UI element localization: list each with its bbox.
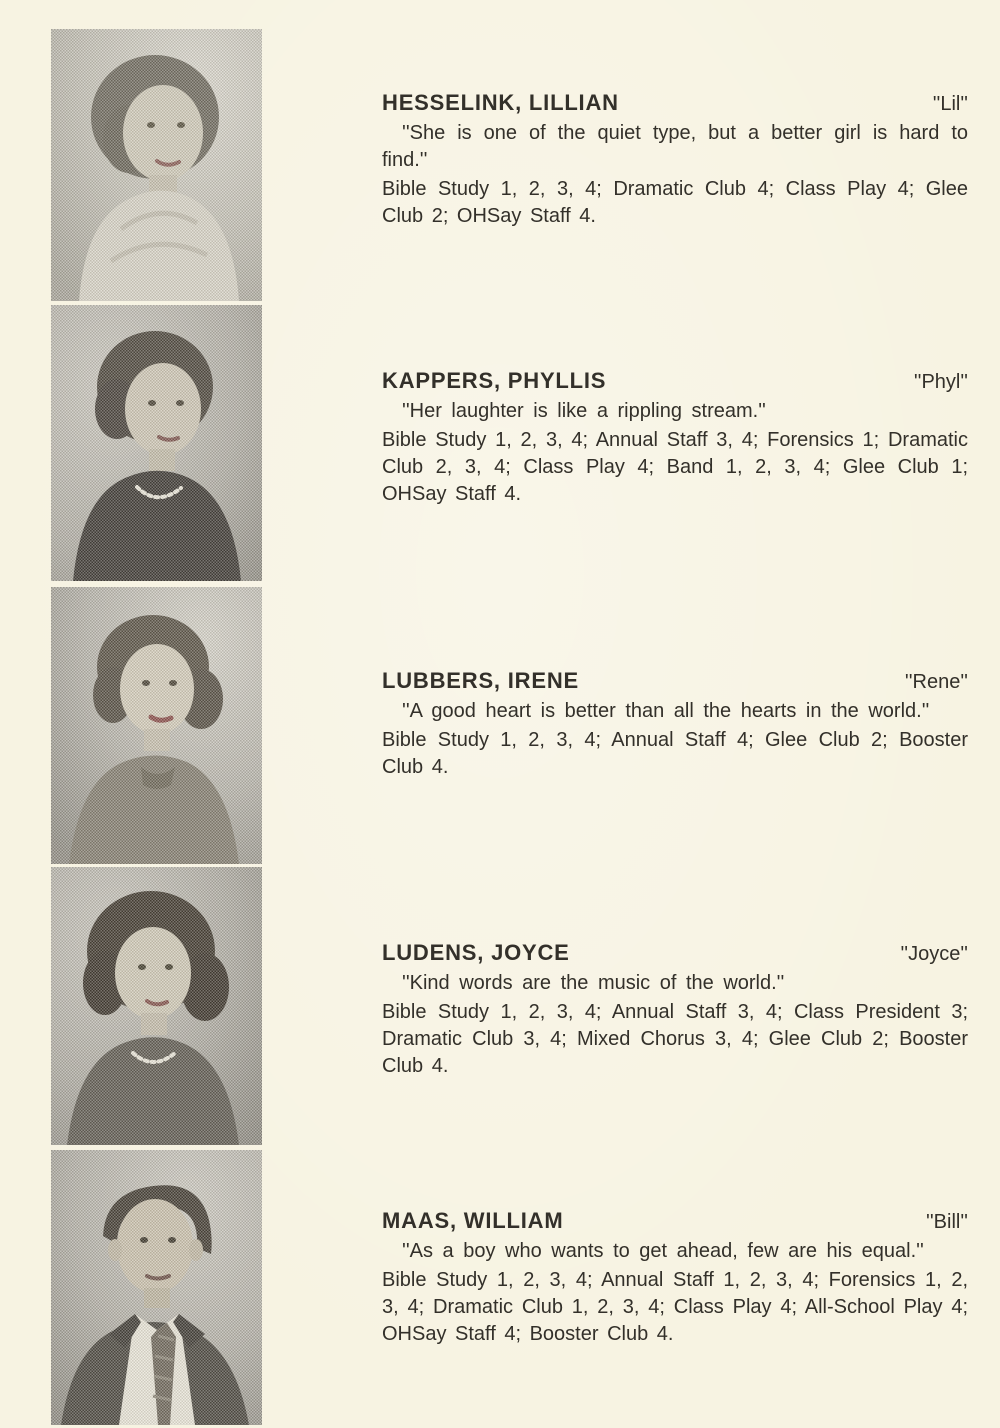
student-nickname: ''Lil'' xyxy=(932,93,968,115)
portrait-illustration xyxy=(51,29,262,301)
portrait-illustration xyxy=(51,305,262,581)
student-activities: Bible Study 1, 2, 3, 4; Annual Staff 3, 4; Class President 3; Dramatic Club 3, 4; Mixed Chorus 3, 4; Glee Club 2; Booster Club 4. xyxy=(382,1001,968,1077)
student-name: HESSELINK, LILLIAN xyxy=(382,90,619,115)
portrait-illustration xyxy=(51,867,262,1145)
name-line xyxy=(382,367,968,396)
student-activities: Bible Study 1, 2, 3, 4; Annual Staff 3, 4; Forensics 1; Dramatic Club 2, 3, 4; Class Play 4; Band 1, 2, 3, 4; Glee Club 1; OHSay Staff 4. xyxy=(382,429,968,505)
student-nickname: ''Rene'' xyxy=(904,671,968,693)
student-name: LUBBERS, IRENE xyxy=(382,668,579,693)
student-nickname: ''Bill'' xyxy=(926,1211,968,1233)
portrait-illustration xyxy=(51,1150,262,1425)
student-photo-hesselink xyxy=(51,29,262,301)
student-nickname: ''Joyce'' xyxy=(900,943,968,965)
student-quote: ''She is one of the quiet type, but a better girl is hard to find.'' xyxy=(382,122,968,171)
student-activities: Bible Study 1, 2, 3, 4; Annual Staff 4; Glee Club 2; Booster Club 4. xyxy=(382,729,968,778)
student-name: MAAS, WILLIAM xyxy=(382,1208,564,1233)
student-entry xyxy=(382,667,968,781)
name-line xyxy=(382,1207,968,1236)
name-line xyxy=(382,89,968,118)
student-photo-ludens xyxy=(51,867,262,1145)
student-entry xyxy=(382,939,968,1080)
student-quote: ''As a boy who wants to get ahead, few are his equal.'' xyxy=(402,1240,924,1262)
student-name: KAPPERS, PHYLLIS xyxy=(382,368,607,393)
student-activities: Bible Study 1, 2, 3, 4; Dramatic Club 4; Class Play 4; Glee Club 2; OHSay Staff 4. xyxy=(382,178,968,227)
student-name: LUDENS, JOYCE xyxy=(382,940,570,965)
student-photo-lubbers xyxy=(51,587,262,864)
portrait-illustration xyxy=(51,587,262,864)
student-activities: Bible Study 1, 2, 3, 4; Annual Staff 1, 2, 3, 4; Forensics 1, 2, 3, 4; Dramatic Club 1, 2, 3, 4; Class Play 4; All-School Play 4; OHSay Staff 4; Booster Club 4. xyxy=(382,1269,968,1345)
student-quote: ''Kind words are the music of the world.'' xyxy=(402,972,785,994)
name-line xyxy=(382,667,968,696)
student-entry xyxy=(382,367,968,508)
name-line xyxy=(382,939,968,968)
student-photo-maas xyxy=(51,1150,262,1425)
student-quote: ''A good heart is better than all the hearts in the world.'' xyxy=(402,700,930,722)
student-photo-kappers xyxy=(51,305,262,581)
student-quote: ''Her laughter is like a rippling stream.'' xyxy=(402,400,766,422)
student-entry xyxy=(382,89,968,230)
student-entry xyxy=(382,1207,968,1348)
student-nickname: ''Phyl'' xyxy=(913,371,968,393)
